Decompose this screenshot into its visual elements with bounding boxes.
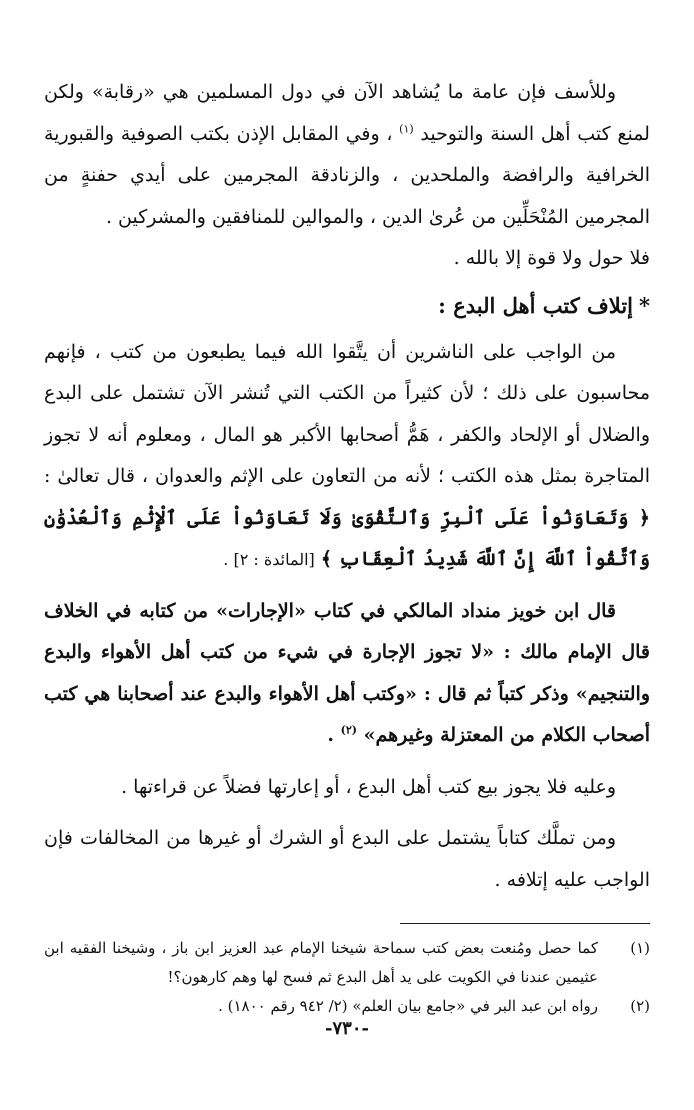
paragraph-text: ومن تملَّك كتاباً يشتمل على البدع أو الشرك أو غيرها من المخالفات فإن الواجب عليه إتلافه . <box>44 827 650 891</box>
paragraph-text: من الواجب على الناشرين أن يتَّقوا الله فيما يطبعون من كتب ، فإنهم محاسبون على ذلك ؛ لأن كثيراً من الكتب التي تُنشر الآن تشتمل على البدع والضلال أو الإلحاد والكفر ، هَمُّ أصحابها الأكبر هو المال ، ومعلوم أنه لا تجوز المتاجرة بمثل هذه الكتب ؛ لأنه من التعاون على الإثم والعدوان ، قال تعالىٰ : <box>44 340 650 487</box>
section-heading-text: إتلاف كتب أهل البدع : <box>438 292 634 318</box>
paragraph-text: . <box>327 724 334 746</box>
paragraph-text: وللأسف فإن عامة ما يُشاهد الآن في دول المسلمين هي «رقابة» ولكن لمنع كتب أهل السنة والتوحيد <box>44 81 650 145</box>
footnote-marker-2[interactable]: (٢) <box>340 723 357 737</box>
footnotes <box>44 934 650 1021</box>
footnote-number: (٢) <box>630 997 650 1015</box>
paragraph-ibn-khuwayz <box>44 591 650 757</box>
quran-verse: ﴿ وَتَعَاوَنُواْ عَلَى ٱلْبِرِّ وَٱلتَّقْوَىٰ وَلَا تَعَاوَنُواْ عَلَى ٱلْإِثْمِ وَٱلْعُدْوَٰنِ وَٱتَّقُواْ ٱللَّهَ إِنَّ ٱللَّهَ شَدِيدُ ٱلْعِقَابِ ﴾ <box>44 506 650 570</box>
section-heading <box>44 284 650 328</box>
footnote-1 <box>44 934 650 992</box>
footnote-marker-1[interactable]: (١) <box>399 122 414 136</box>
quran-reference: [المائدة : ٢] . <box>223 550 315 569</box>
paragraph-selling <box>44 767 650 809</box>
paragraph-censorship <box>44 72 650 238</box>
paragraph-text: فلا حول ولا قوة إلا بالله . <box>453 247 650 269</box>
paragraph-text: ، وفي المقابل الإذن بكتب الصوفية والقبورية الخرافية والرافضة والملحدين ، والزنادقة المجرمين على أيدي حفنةٍ من المجرمين المُنْحَلِّين من عُرىٰ الدين ، والموالين للمنافقين والمشركين . <box>44 122 650 228</box>
paragraph-publishers <box>44 332 650 581</box>
paragraph-text: قال ابن خويز منداد المالكي في كتاب «الإجارات» من كتابه في الخلاف قال الإمام مالك : «لا تجوز الإجارة في شيء من كتب أهل الأهواء والبدع والتنجيم» وذكر كتباً ثم قال : «وكتب أهل الأهواء والبدع عند أصحابنا هي كتب أصحاب الكلام من المعتزلة وغيرهم» <box>44 599 650 746</box>
footnote-text: كما حصل ومُنعت بعض كتب سماحة شيخنا الإمام عبد العزيز ابن باز ، وشيخنا الفقيه ابن عثيمين عندنا في الكويت على يد أهل البدع ثم فسح لها وهم كارهون؟! <box>44 939 598 986</box>
footnote-2 <box>44 992 650 1021</box>
paragraph-hawqala <box>44 238 650 280</box>
paragraph-destroying <box>44 818 650 901</box>
star-icon: * <box>639 292 650 318</box>
footnote-number: (١) <box>630 939 650 957</box>
page-number: -٧٣٠- <box>325 1018 369 1039</box>
footnote-divider <box>400 923 650 924</box>
paragraph-text: وعليه فلا يجوز بيع كتب أهل البدع ، أو إعارتها فضلاً عن قراءتها . <box>121 775 616 798</box>
footnote-text: رواه ابن عبد البر في «جامع بيان العلم» (٢/ ٩٤٢ رقم ١٨٠٠) . <box>218 997 598 1015</box>
